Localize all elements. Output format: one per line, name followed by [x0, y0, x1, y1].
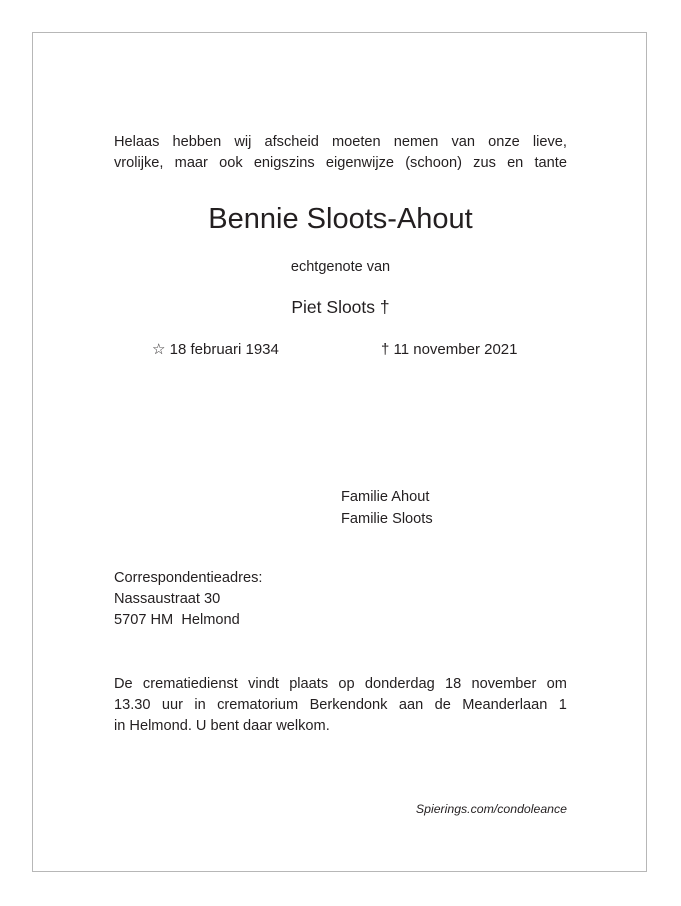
deceased-name: Bennie Sloots-Ahout [208, 203, 473, 235]
service-word: Meanderlaan [462, 697, 548, 713]
intro-word: tante [534, 155, 567, 171]
intro-word: wij [234, 134, 252, 150]
service-line-2 [114, 695, 567, 716]
service-word: in [194, 697, 206, 713]
service-word: donderdag [364, 676, 435, 692]
intro-word: van [451, 134, 476, 150]
service-word: uur [161, 697, 183, 713]
intro-word: Helaas [114, 134, 160, 150]
service-word: 13.30 [114, 697, 151, 713]
intro-word: zus [473, 155, 496, 171]
service-line-1 [114, 674, 567, 695]
service-word: Berkendonk [309, 697, 388, 713]
death-date: † 11 november 2021 [381, 341, 518, 358]
spouse-label: echtgenote van [290, 259, 391, 275]
intro-word: nemen [393, 134, 439, 150]
intro-word: ook [219, 155, 243, 171]
intro-word: hebben [172, 134, 222, 150]
service-line-3: in Helmond. U bent daar welkom. [114, 718, 330, 734]
address-label: Correspondentieadres: [114, 570, 263, 586]
service-word: vindt [248, 676, 279, 692]
service-word: de [434, 697, 451, 713]
service-word: om [546, 676, 567, 692]
service-word: aan [398, 697, 424, 713]
intro-word: vrolijke, [114, 155, 164, 171]
families-signature [341, 486, 433, 530]
intro-word: (schoon) [405, 155, 462, 171]
service-word: plaats [289, 676, 329, 692]
service-word: op [338, 676, 355, 692]
service-word: crematiedienst [142, 676, 238, 692]
family-ahout: Familie Ahout [341, 489, 430, 505]
intro-word: eigenwijze [325, 155, 394, 171]
condolence-website[interactable]: Spierings.com/condoleance [415, 802, 567, 816]
intro-line-2 [114, 153, 567, 174]
birth-date: ☆ 18 februari 1934 [152, 341, 279, 358]
correspondence-address [114, 568, 262, 631]
intro-word: maar [174, 155, 208, 171]
service-word: 18 [444, 676, 462, 692]
intro-text [114, 132, 567, 174]
service-word: crematorium [217, 697, 299, 713]
family-sloots: Familie Sloots [341, 511, 433, 527]
intro-word: enigszins [253, 155, 315, 171]
intro-word: en [507, 155, 524, 171]
intro-word: moeten [331, 134, 381, 150]
intro-word: onze [488, 134, 520, 150]
intro-line-1 [114, 132, 567, 153]
service-word: 1 [558, 697, 567, 713]
service-text [114, 674, 567, 737]
address-street: Nassaustraat 30 [114, 591, 221, 607]
address-city: 5707 HM Helmond [114, 612, 240, 628]
intro-word: afscheid [264, 134, 319, 150]
service-word: De [114, 676, 133, 692]
spouse-name: Piet Sloots † [291, 297, 390, 317]
intro-word: lieve, [532, 134, 567, 150]
service-word: november [471, 676, 537, 692]
